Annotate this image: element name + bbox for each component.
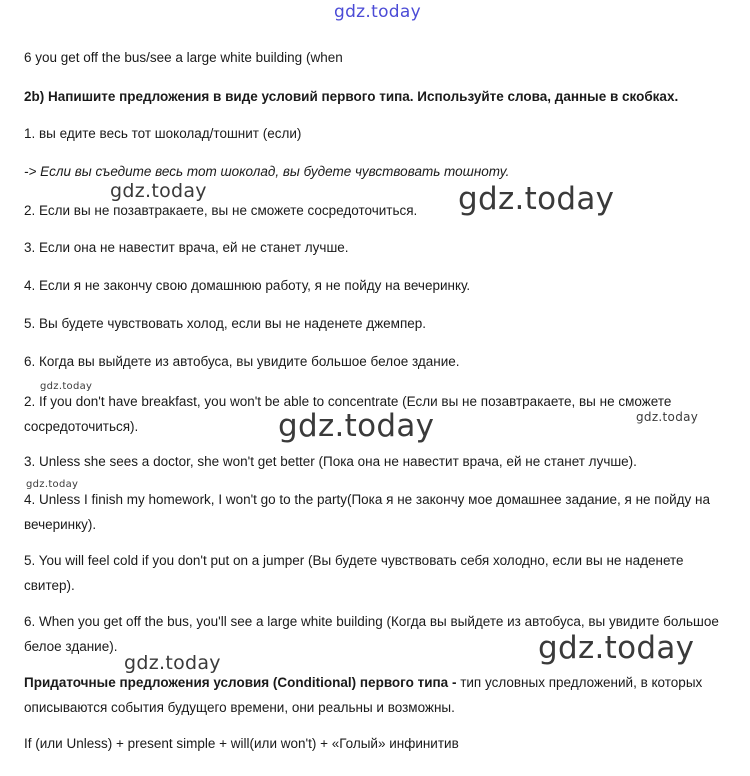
rule-heading: Придаточные предложения условия (Conditional) первого типа - [24, 675, 457, 690]
english-sentence-5: 5. You will feel cold if you don't put on a jumper (Вы будете чувствовать себя холодно, если вы не наденете свитер). [24, 553, 684, 593]
english-sentence-6: 6. When you get off the bus, you'll see a large white building (Когда вы выйдете из автобуса, вы увидите большое белое здание). [24, 614, 719, 654]
watermark: gdz.today [40, 381, 93, 392]
rule-paragraph [24, 670, 724, 720]
formula: If (или Unless) + present simple + will(или won't) + «Голый» инфинитив [24, 736, 459, 751]
watermark: gdz.today [26, 479, 79, 490]
watermark-top: gdz.today [334, 2, 421, 22]
russian-sentence-3: 3. Если она не навестит врача, ей не станет лучше. [24, 240, 349, 255]
example-1: 1. вы едите весь тот шоколад/тошнит (если) [24, 126, 302, 141]
russian-sentence-5: 5. Вы будете чувствовать холод, если вы не наденете джемпер. [24, 316, 427, 331]
english-sentence-3: 3. Unless she sees a doctor, she won't get better (Пока она не навестит врача, ей не станет лучше). [24, 454, 637, 469]
watermark: gdz.today [636, 410, 699, 424]
english-sentence-2: 2. If you don't have breakfast, you won't be able to concentrate (Если вы не позавтракаете, вы не сможете сосредоточиться). [24, 394, 672, 434]
section-heading-2b: 2b) Напишите предложения в виде условий первого типа. Используйте слова, данные в скобках. [24, 89, 679, 104]
russian-sentence-6: 6. Когда вы выйдете из автобуса, вы увидите большое белое здание. [24, 354, 460, 369]
task-6-prompt: 6 you get off the bus/see a large white building (when [24, 50, 343, 65]
watermark: gdz.today [124, 652, 221, 674]
watermark: gdz.today [110, 180, 207, 202]
russian-sentence-2: 2. Если вы не позавтракаете, вы не сможете сосредоточиться. [24, 203, 418, 218]
example-1-answer: -> Если вы съедите весь тот шоколад, вы будете чувствовать тошноту. [24, 164, 510, 179]
watermark: gdz.today [278, 408, 435, 444]
watermark: gdz.today [538, 630, 695, 666]
watermark: gdz.today [458, 181, 615, 217]
russian-sentence-4: 4. Если я не закончу свою домашнюю работу, я не пойду на вечеринку. [24, 278, 471, 293]
english-sentence-4: 4. Unless I finish my homework, I won't go to the party(Пока я не закончу мое домашнее задание, я не пойду на вечеринку). [24, 492, 711, 532]
rule-text: тип условных предложений, в которых описываются события будущего времени, они реальны и возможны. [24, 675, 703, 715]
